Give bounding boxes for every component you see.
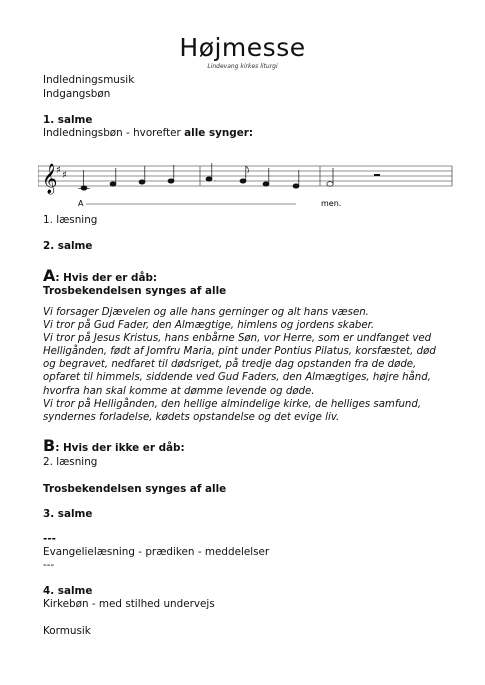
lyric-a: A: [78, 199, 84, 208]
page-title: Højmesse: [179, 33, 306, 62]
note-icon: [263, 182, 269, 186]
music-staff: [38, 158, 458, 208]
note-icon: [206, 177, 212, 181]
intro-music: Indledningsmusik: [43, 74, 135, 86]
creed-text: [43, 306, 436, 424]
creed-line: Vi tror på Helligånden, den hellige almindelige kirke, de helliges samfund,: [43, 398, 422, 410]
svg-text:.: .: [214, 176, 216, 183]
creed-line: Helligånden, født af Jomfru Maria, pint under Pontius Pilatus, korsfæstet, død: [43, 346, 436, 358]
rest-icon: [374, 174, 380, 176]
salme4-text: Kirkebøn - med stilhed undervejs: [43, 598, 215, 610]
salme1-text: Indledningsbøn - hvorefter: [43, 127, 185, 139]
note-icon: [110, 182, 116, 186]
salme2-heading: 2. salme: [43, 240, 93, 252]
section-b-heading: [43, 438, 185, 456]
salme1-heading: 1. salme: [43, 114, 93, 126]
kormusik: Kormusik: [43, 625, 91, 637]
half-note-icon: [327, 182, 333, 187]
reading-1: 1. læsning: [43, 214, 98, 226]
lyric-men: men.: [321, 199, 342, 208]
trosbekendelse-heading: Trosbekendelsen synges af alle: [43, 483, 227, 495]
separator: ---: [43, 559, 55, 571]
note-icon: [240, 179, 246, 183]
section-a-heading: [43, 268, 157, 286]
salme1-line: [43, 127, 253, 140]
section-a-letter: A: [43, 266, 56, 285]
note-icon: [293, 184, 299, 188]
creed-line: hvorfra han skal komme at dømme levende og døde.: [43, 385, 315, 397]
sharp-icon: ♯: [56, 165, 61, 176]
creed-line: og begravet, nedfaret til dødsriget, på tredje dag opstanden fra de døde,: [43, 359, 417, 371]
separator: ---: [43, 533, 56, 545]
section-a-sub: Trosbekendelsen synges af alle: [43, 285, 227, 297]
creed-line: syndernes forladelse, kødets opstandelse og det evige liv.: [43, 411, 340, 423]
intro-prayer: Indgangsbøn: [43, 88, 111, 100]
section-b-reading: 2. læsning: [43, 456, 98, 468]
sharp-icon: ♯: [62, 170, 67, 181]
salme1-text-bold: alle synger:: [184, 127, 254, 139]
note-icon: [168, 179, 174, 183]
creed-line: Vi forsager Djævelen og alle hans gerninger og alt hans væsen.: [43, 307, 369, 318]
salme3-heading: 3. salme: [43, 508, 93, 520]
page-subtitle: Lindevang kirkes liturgi: [207, 63, 278, 70]
creed-line: Vi tror på Jesus Kristus, hans enbårne Søn, vor Herre, som er undfanget ved: [43, 333, 432, 345]
treble-clef-icon: 𝄞: [42, 164, 58, 194]
section-b-letter: B: [43, 436, 56, 455]
evangelie-line: Evangelielæsning - prædiken - meddelelser: [43, 546, 270, 558]
creed-line: opfaret til himmels, siddende ved Gud Faders, den Almægtiges, højre hånd,: [43, 372, 431, 384]
section-b-text: : Hvis der ikke er dåb:: [55, 442, 185, 454]
salme4-heading: 4. salme: [43, 585, 93, 597]
note-icon: [81, 186, 87, 190]
creed-line: Vi tror på Gud Fader, den Almægtige, himlens og jordens skaber.: [43, 320, 375, 332]
note-icon: [139, 180, 145, 184]
section-a-text: : Hvis der er dåb:: [55, 272, 158, 284]
